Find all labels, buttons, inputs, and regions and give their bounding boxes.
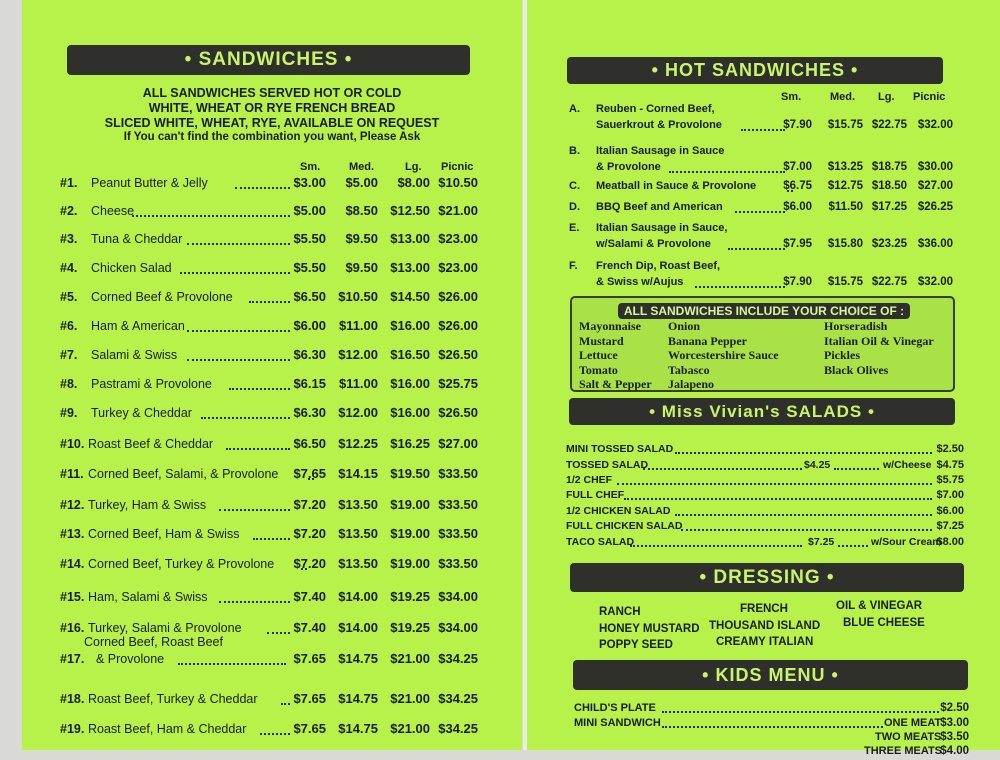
- item-price: $14.75: [338, 691, 378, 706]
- item-name: Roast Beef, Ham & Cheddar: [88, 722, 247, 736]
- sandwich-row: [22, 348, 522, 368]
- kids-item-name: CHILD'S PLATE: [574, 702, 656, 714]
- item-price: $6.75: [783, 180, 812, 192]
- item-price: $34.25: [438, 691, 478, 706]
- salad-price: $6.00: [936, 505, 964, 517]
- item-name: Chicken Salad: [91, 261, 172, 275]
- hot-sandwiches-title: HOT SANDWICHES: [665, 60, 845, 80]
- sandwich-row: [22, 590, 522, 610]
- item-price: $13.50: [338, 497, 378, 512]
- item-price: $7.90: [783, 119, 812, 131]
- size-header-lg: Lg.: [405, 161, 422, 173]
- salad-option: w/Cheese: [883, 459, 932, 471]
- sandwich-row: [22, 722, 522, 742]
- salad-price: $7.00: [936, 489, 964, 501]
- item-price: $6.50: [293, 436, 326, 451]
- leader-dots: [630, 545, 802, 547]
- item-price: $22.75: [871, 276, 907, 288]
- item-name: Roast Beef & Cheddar: [88, 437, 214, 451]
- size-header-med: Med.: [349, 161, 375, 173]
- item-price: $16.25: [390, 436, 430, 451]
- item-price: $30.00: [917, 161, 953, 173]
- item-price: $18.50: [871, 180, 907, 192]
- item-price: $32.00: [917, 119, 953, 131]
- item-price: $15.75: [827, 119, 863, 131]
- item-price: $6.15: [293, 376, 326, 391]
- hot-sandwiches-header: [567, 57, 943, 84]
- item-number: #2.: [60, 204, 78, 218]
- bullet-icon: •: [831, 665, 839, 685]
- item-letter: D.: [569, 201, 580, 213]
- item-price: $14.00: [338, 620, 378, 635]
- item-price: $13.50: [338, 526, 378, 541]
- item-price: $33.50: [438, 526, 478, 541]
- item-price: $6.00: [293, 318, 326, 333]
- item-name: Reuben - Corned Beef,: [596, 103, 715, 115]
- salad-row: [527, 459, 1000, 474]
- item-price: $36.00: [917, 238, 953, 250]
- hot-size-header-lg: Lg.: [878, 91, 895, 103]
- item-number: #12.: [60, 498, 85, 512]
- choice-header: ALL SANDWICHES INCLUDE YOUR CHOICE OF :: [618, 303, 910, 319]
- item-name: Corned Beef, Roast Beef: [84, 635, 223, 649]
- kids-price: $3.50: [940, 731, 969, 743]
- choice-option: Onion: [668, 319, 701, 333]
- item-name: Turkey, Salami & Provolone: [88, 621, 242, 635]
- item-price: $15.80: [827, 238, 863, 250]
- salad-price: $4.75: [936, 459, 964, 471]
- item-name: Italian Sausage in Sauce,: [596, 222, 728, 234]
- sandwich-row: [22, 319, 522, 339]
- item-price: $26.50: [438, 405, 478, 420]
- item-price: $25.75: [438, 376, 478, 391]
- item-price: $10.50: [338, 289, 378, 304]
- sandwich-row: [22, 232, 522, 252]
- item-price: $19.00: [390, 556, 430, 571]
- leader-dots: [834, 468, 879, 470]
- item-name: BBQ Beef and American: [596, 201, 723, 213]
- item-number: #17.: [60, 652, 85, 666]
- sandwich-row: [22, 498, 522, 518]
- dressing-header: [570, 563, 964, 592]
- item-price: $6.00: [783, 201, 812, 213]
- item-name: Pastrami & Provolone: [91, 377, 212, 391]
- item-price: $34.00: [438, 589, 478, 604]
- item-price: $34.25: [438, 721, 478, 736]
- item-price: $12.25: [338, 436, 378, 451]
- item-name: Roast Beef, Turkey & Cheddar: [88, 692, 258, 706]
- item-price: $33.50: [438, 497, 478, 512]
- item-price: $26.00: [438, 289, 478, 304]
- item-price: $11.50: [828, 201, 863, 213]
- item-price: $8.50: [345, 203, 378, 218]
- item-number: #1.: [60, 176, 78, 190]
- salad-name: 1/2 CHEF: [566, 474, 613, 486]
- item-price: $15.75: [827, 276, 863, 288]
- dressing-title: DRESSING: [713, 567, 821, 588]
- item-price: $16.50: [390, 347, 430, 362]
- item-name: & Provolone: [596, 161, 661, 173]
- dressing-option: THOUSAND ISLAND: [709, 619, 821, 632]
- sandwich-note: WHITE, WHEAT OR RYE FRENCH BREAD: [148, 101, 396, 115]
- item-price: $13.00: [390, 231, 430, 246]
- item-price: $27.00: [438, 436, 478, 451]
- item-price: $26.25: [917, 201, 953, 213]
- item-price: $7.65: [293, 691, 326, 706]
- dressing-option: FRENCH: [740, 603, 788, 615]
- item-letter: A.: [569, 103, 580, 115]
- choice-option: Tabasco: [668, 362, 710, 377]
- item-name: Corned Beef & Provolone: [91, 290, 233, 304]
- dressing-option: RANCH: [599, 606, 641, 618]
- leader-dots: [675, 514, 932, 516]
- item-price: $16.00: [390, 318, 430, 333]
- item-price: $7.40: [293, 620, 326, 635]
- hot-sandwich-row: [527, 145, 1000, 179]
- hot-size-header-med: Med.: [830, 91, 856, 103]
- choice-option: Salt & Pepper: [579, 377, 652, 392]
- salad-row: [527, 443, 1000, 458]
- item-name: Ham, Salami & Swiss: [88, 590, 208, 604]
- item-name: Ham & American: [91, 319, 185, 333]
- item-price: $23.00: [438, 231, 478, 246]
- salad-row: [527, 489, 1000, 504]
- dressing-option: OIL & VINEGAR: [836, 600, 923, 612]
- item-price: $16.00: [390, 405, 430, 420]
- choice-option: Pickles: [824, 348, 860, 363]
- item-price: $7.40: [293, 589, 326, 604]
- item-price: $7.20: [293, 497, 326, 512]
- salad-name: TACO SALAD: [566, 536, 635, 548]
- sandwich-note: If You can't find the combination you want, Please Ask: [123, 131, 421, 143]
- item-name: Italian Sausage in Sauce: [596, 145, 725, 157]
- bullet-icon: •: [851, 60, 859, 80]
- item-number: #9.: [60, 406, 78, 420]
- choice-option: Worcestershire Sauce: [668, 348, 779, 363]
- item-price: $19.25: [390, 620, 430, 635]
- sandwich-row: [22, 467, 522, 487]
- choice-option: Mayonnaise: [579, 319, 642, 333]
- kids-header: [573, 660, 968, 690]
- sandwich-row: [22, 176, 522, 196]
- bullet-icon: •: [184, 49, 193, 70]
- item-number: #6.: [60, 319, 78, 333]
- kids-row: [527, 745, 1000, 760]
- item-price: $7.95: [783, 238, 812, 250]
- item-price: $14.75: [338, 721, 378, 736]
- item-price: $11.00: [338, 318, 378, 333]
- item-name: Sauerkrout & Provolone: [596, 119, 722, 131]
- item-price: $14.00: [338, 589, 378, 604]
- item-price: $14.15: [338, 466, 378, 481]
- sandwich-note: ALL SANDWICHES SERVED HOT OR COLD: [142, 86, 402, 100]
- item-number: #14.: [60, 557, 85, 571]
- choice-option: Banana Pepper: [668, 333, 748, 348]
- item-price: $7.65: [293, 466, 326, 481]
- salad-row: [527, 505, 1000, 520]
- sandwich-row: [22, 377, 522, 397]
- bullet-icon: •: [699, 567, 708, 588]
- item-letter: C.: [569, 180, 580, 192]
- choice-option: Mustard: [579, 333, 624, 348]
- item-price: $8.00: [397, 175, 430, 190]
- hot-sandwiches-page: [527, 0, 1000, 757]
- hot-size-header-picnic: Picnic: [913, 91, 946, 103]
- item-price: $12.75: [827, 180, 863, 192]
- dressing-option: BLUE CHEESE: [843, 616, 925, 629]
- bullet-icon: •: [344, 49, 353, 70]
- item-letter: F.: [569, 260, 578, 272]
- bullet-icon: •: [867, 402, 875, 421]
- item-name: Meatball in Sauce & Provolone: [596, 180, 757, 192]
- item-price: $32.00: [917, 276, 953, 288]
- bullet-icon: •: [649, 402, 657, 421]
- item-number: #7.: [60, 348, 78, 362]
- kids-option: THREE MEATS: [864, 745, 943, 757]
- kids-price: $4.00: [940, 745, 969, 757]
- dressing-option: HONEY MUSTARD: [599, 622, 700, 635]
- item-name: Peanut Butter & Jelly: [91, 176, 208, 190]
- sandwiches-title: SANDWICHES: [198, 49, 339, 70]
- item-price: $12.00: [338, 405, 378, 420]
- bullet-icon: •: [826, 567, 835, 588]
- sandwich-row: [22, 406, 522, 426]
- item-price: $10.50: [438, 175, 478, 190]
- leader-dots: [178, 663, 286, 665]
- salad-price: $5.75: [936, 474, 964, 486]
- item-name: Turkey, Ham & Swiss: [88, 498, 207, 512]
- item-price: $14.50: [390, 289, 430, 304]
- item-name: & Swiss w/Aujus: [596, 276, 684, 288]
- item-price: $13.25: [827, 161, 863, 173]
- kids-price: $3.00: [940, 717, 969, 729]
- item-price: $11.00: [338, 376, 378, 391]
- kids-price: $2.50: [940, 702, 969, 714]
- sandwich-note: SLICED WHITE, WHEAT, RYE, AVAILABLE ON REQUEST: [104, 116, 440, 130]
- leader-dots: [643, 468, 802, 470]
- salad-price: $8.00: [936, 536, 964, 548]
- item-number: #13.: [60, 527, 85, 541]
- sandwich-row: [22, 290, 522, 310]
- size-header-picnic: Picnic: [441, 161, 474, 173]
- item-price: $19.50: [390, 466, 430, 481]
- sandwich-row: [22, 437, 522, 457]
- kids-item-name: MINI SANDWICH: [574, 717, 661, 729]
- sandwich-row: [22, 527, 522, 547]
- item-name: Cheese: [91, 204, 135, 218]
- kids-row: [527, 717, 1000, 732]
- item-number: #19.: [60, 722, 85, 736]
- item-price: $3.00: [293, 175, 326, 190]
- hot-size-header-sm: Sm.: [781, 91, 802, 103]
- size-header-sm: Sm.: [300, 161, 321, 173]
- choice-option: Jalapeno: [668, 377, 715, 392]
- salads-header: [569, 398, 955, 425]
- item-price: $23.25: [871, 238, 907, 250]
- item-number: #3.: [60, 232, 78, 246]
- salad-row: [527, 474, 1000, 489]
- item-number: #15.: [60, 590, 85, 604]
- item-number: #5.: [60, 290, 78, 304]
- hot-sandwich-row: [527, 222, 1000, 256]
- item-price: $12.50: [390, 203, 430, 218]
- item-price: $5.00: [293, 203, 326, 218]
- choice-option: Lettuce: [579, 348, 618, 363]
- item-price: $23.00: [438, 260, 478, 275]
- item-price: $12.00: [338, 347, 378, 362]
- hot-sandwich-row: [527, 103, 1000, 137]
- item-price: $18.75: [871, 161, 907, 173]
- item-name: French Dip, Roast Beef,: [596, 260, 721, 272]
- item-name-cont: & Provolone: [96, 652, 165, 666]
- item-price: $13.00: [390, 260, 430, 275]
- item-number: #8.: [60, 377, 78, 391]
- leader-dots: [132, 215, 290, 217]
- sandwich-row: [22, 204, 522, 224]
- item-price: $5.50: [293, 260, 326, 275]
- item-price: $19.00: [390, 497, 430, 512]
- kids-option: ONE MEAT: [884, 717, 942, 729]
- sandwich-row: [22, 692, 522, 712]
- item-price: $7.65: [293, 721, 326, 736]
- item-price: $7.20: [293, 556, 326, 571]
- item-price: $7.65: [293, 651, 326, 666]
- salad-price-base: $4.25: [804, 459, 831, 471]
- item-price: $19.25: [390, 589, 430, 604]
- kids-option: TWO MEATS: [875, 731, 942, 743]
- item-price: $9.50: [345, 260, 378, 275]
- item-price: $26.50: [438, 347, 478, 362]
- item-price: $7.00: [783, 161, 812, 173]
- bullet-icon: •: [702, 665, 710, 685]
- item-price: $27.00: [917, 180, 953, 192]
- item-price: $7.20: [293, 526, 326, 541]
- salad-name: TOSSED SALAD: [566, 459, 649, 471]
- choice-box: [570, 296, 955, 392]
- item-price: $6.30: [293, 405, 326, 420]
- item-name: Salami & Swiss: [91, 348, 178, 362]
- item-price: $17.25: [871, 201, 907, 213]
- kids-row: [527, 702, 1000, 717]
- kids-title: KIDS MENU: [715, 665, 826, 685]
- choice-option: Italian Oil & Vinegar: [824, 333, 934, 348]
- choice-option: Tomato: [579, 362, 618, 377]
- item-price: $21.00: [390, 691, 430, 706]
- item-number: #16.: [60, 621, 85, 635]
- sandwiches-page: [22, 0, 522, 750]
- item-price: $13.50: [338, 556, 378, 571]
- item-number: #4.: [60, 261, 78, 275]
- item-price: $6.30: [293, 347, 326, 362]
- choice-option: Black Olives: [824, 362, 889, 377]
- item-price: $34.00: [438, 620, 478, 635]
- dressing-option: POPPY SEED: [599, 639, 673, 651]
- item-price: $5.50: [293, 231, 326, 246]
- item-price: $7.90: [783, 276, 812, 288]
- item-price: $22.75: [871, 119, 907, 131]
- choice-option: Horseradish: [824, 319, 888, 333]
- item-name: w/Salami & Provolone: [596, 238, 711, 250]
- dressing-option: CREAMY ITALIAN: [716, 636, 814, 648]
- leader-dots: [617, 483, 932, 485]
- leader-dots: [662, 726, 883, 728]
- item-price: $5.00: [345, 175, 378, 190]
- item-name: Corned Beef, Ham & Swiss: [88, 527, 240, 541]
- item-price: $21.00: [390, 651, 430, 666]
- item-price: $33.50: [438, 466, 478, 481]
- leader-dots: [624, 498, 932, 500]
- item-price: $14.75: [338, 651, 378, 666]
- item-number: #11.: [60, 467, 84, 481]
- item-name: Tuna & Cheddar: [91, 232, 183, 246]
- leader-dots: [662, 711, 939, 713]
- salad-name: MINI TOSSED SALAD: [566, 443, 674, 455]
- item-name: Corned Beef, Turkey & Provolone: [88, 557, 275, 571]
- kids-row: [527, 731, 1000, 746]
- hot-sandwich-row: [527, 260, 1000, 294]
- item-price: $16.00: [390, 376, 430, 391]
- sandwich-row: [22, 261, 522, 281]
- salad-option: w/Sour Cream: [871, 536, 942, 548]
- salad-name: 1/2 CHICKEN SALAD: [566, 505, 671, 517]
- item-price: $19.00: [390, 526, 430, 541]
- salad-name: FULL CHICKEN SALAD: [566, 520, 683, 532]
- salad-price-base: $7.25: [808, 536, 835, 548]
- item-price: $21.00: [390, 721, 430, 736]
- leader-dots: [675, 452, 932, 454]
- item-price: $21.00: [438, 203, 478, 218]
- sandwich-row: [22, 635, 522, 672]
- sandwiches-header: [67, 45, 470, 75]
- sandwich-row: [22, 557, 522, 577]
- salad-row: [527, 520, 1000, 535]
- item-number: #18.: [60, 692, 85, 706]
- salad-name: FULL CHEF: [566, 489, 625, 501]
- salad-price: $2.50: [936, 443, 964, 455]
- item-number: #10.: [60, 437, 85, 451]
- salad-row: [527, 536, 1000, 551]
- item-letter: E.: [569, 222, 580, 234]
- leader-dots: [681, 529, 932, 531]
- bullet-icon: •: [651, 60, 659, 80]
- item-price: $9.50: [345, 231, 378, 246]
- item-price: $34.25: [438, 651, 478, 666]
- item-letter: B.: [569, 145, 580, 157]
- item-name: Corned Beef, Salami, & Provolone: [88, 467, 279, 481]
- salad-price: $7.25: [936, 520, 964, 532]
- item-price: $33.50: [438, 556, 478, 571]
- salads-title: Miss Vivian's SALADS: [661, 402, 863, 421]
- item-name: Turkey & Cheddar: [91, 406, 192, 420]
- leader-dots: [838, 545, 868, 547]
- item-price: $6.50: [293, 289, 326, 304]
- item-price: $26.00: [438, 318, 478, 333]
